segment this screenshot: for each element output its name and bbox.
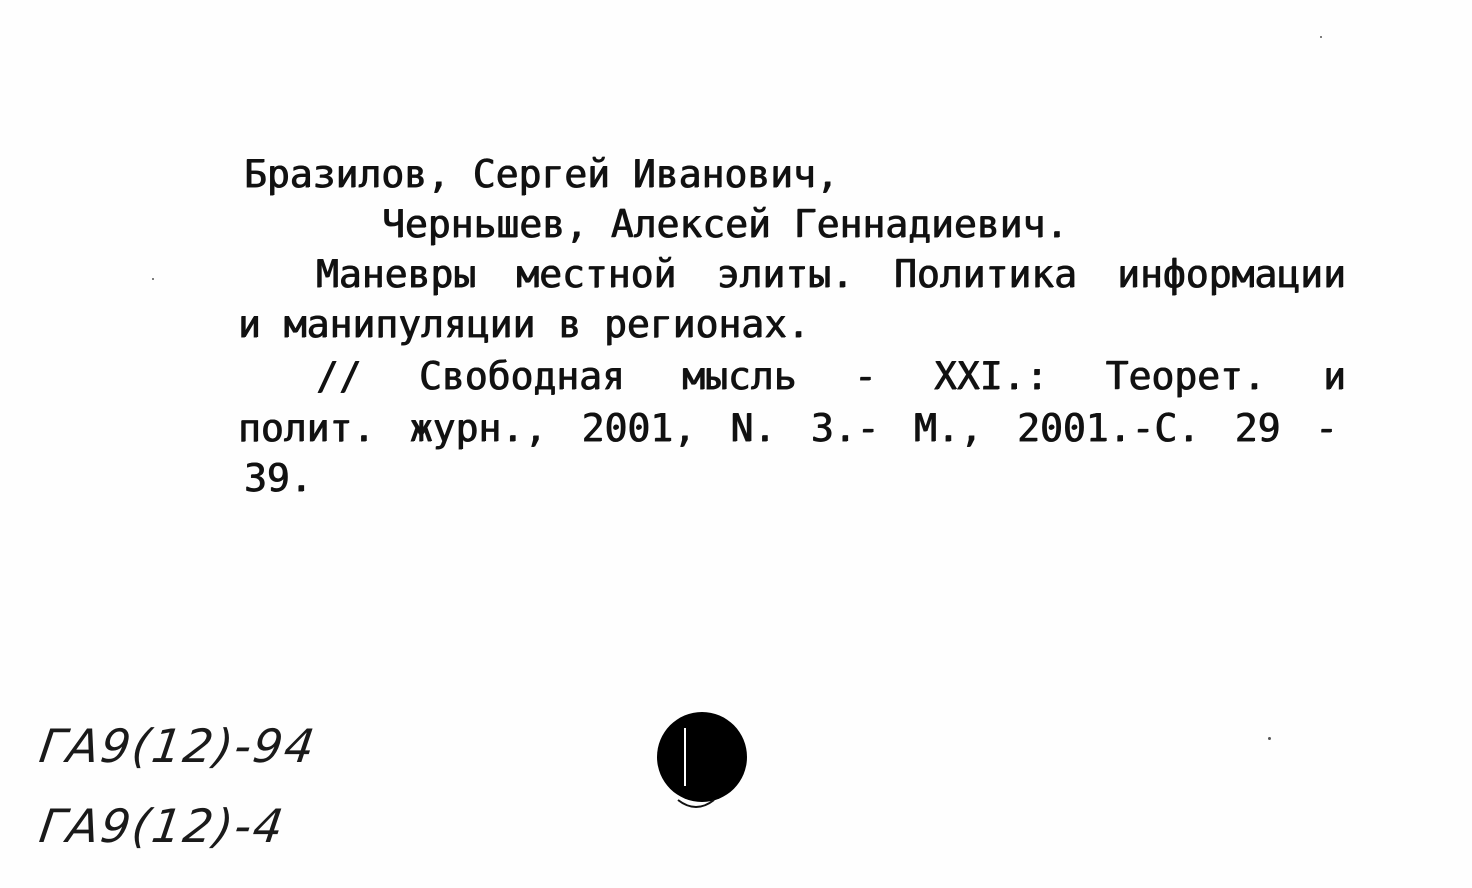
speck xyxy=(1320,36,1322,38)
source-word: // xyxy=(316,354,362,398)
source-word: - xyxy=(1315,406,1338,450)
source-word: N. xyxy=(730,406,777,450)
title-word: местной xyxy=(516,252,677,296)
source-word: Теорет. xyxy=(1105,354,1266,398)
source-line-1 xyxy=(316,350,1346,402)
source-word: Свободная xyxy=(419,354,625,398)
speck xyxy=(1268,737,1271,740)
shelfmark-1: ГА9(12)-94 xyxy=(36,719,320,773)
source-word: журн., xyxy=(409,406,548,450)
punch-hole-shadow xyxy=(676,796,716,814)
coauthor-line: Черньшев, Алексей Геннадиевич. xyxy=(382,202,1069,246)
speck xyxy=(152,278,154,280)
title-line-1 xyxy=(316,248,1346,300)
shelfmark-2: ГА9(12)-4 xyxy=(36,799,289,853)
source-word: полит. xyxy=(238,406,376,450)
title-word: информации xyxy=(1117,252,1346,296)
title-word: элиты. xyxy=(716,252,854,296)
source-line-2 xyxy=(238,402,1338,454)
punch-hole xyxy=(657,712,747,802)
title-word: Политика xyxy=(894,252,1078,296)
punch-hole-scratch xyxy=(684,728,686,786)
source-word: М., xyxy=(914,406,983,450)
source-word: 2001.-С. xyxy=(1017,406,1201,450)
source-word: мысль xyxy=(682,354,797,398)
source-word: 3.- xyxy=(810,406,880,450)
title-word: Маневры xyxy=(316,252,477,296)
source-word: и xyxy=(1323,354,1346,398)
source-word: - xyxy=(853,354,877,398)
source-word: XXI.: xyxy=(934,354,1049,398)
title-line-2: и манипуляции в регионах. xyxy=(238,302,810,346)
source-word: 29 xyxy=(1234,406,1281,450)
source-word: 2001, xyxy=(581,406,697,450)
source-line-3: 39. xyxy=(244,456,313,500)
author-line: Бразилов, Сергей Иванович, xyxy=(244,152,839,196)
